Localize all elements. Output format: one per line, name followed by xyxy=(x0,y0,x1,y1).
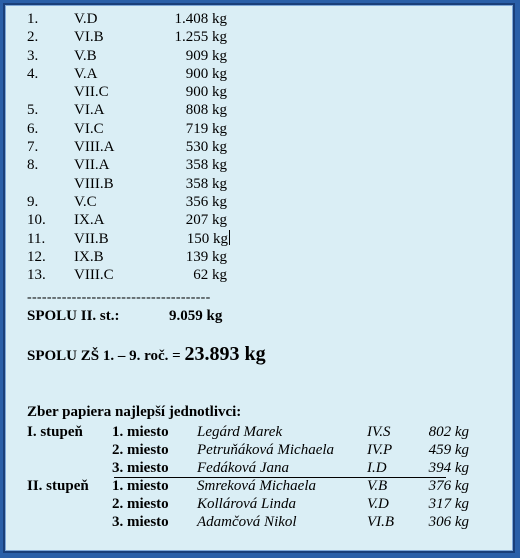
ranking-row xyxy=(27,211,227,229)
ranking-row xyxy=(27,28,227,46)
class-name: VI.C xyxy=(74,120,104,137)
class-name: V.A xyxy=(74,65,98,82)
rank-number: 10. xyxy=(27,212,46,229)
weight-value: 900 kg xyxy=(185,65,227,82)
student-name: Fedáková Jana xyxy=(197,460,290,476)
weight-value: 207 kg xyxy=(185,212,227,229)
weight-value: 358 kg xyxy=(185,175,227,192)
weight-value: 530 kg xyxy=(185,139,227,156)
total-second-stage xyxy=(27,308,227,325)
student-name: Kollárová Linda xyxy=(197,496,297,512)
rank-number: 7. xyxy=(27,139,39,156)
weight-value: 150 kg xyxy=(186,230,228,247)
weight-value: 808 kg xyxy=(185,102,227,119)
weight-value: 358 kg xyxy=(185,157,227,174)
student-weight: 802 kg xyxy=(428,424,469,440)
weight-value: 139 kg xyxy=(185,248,227,265)
weight-value: 719 kg xyxy=(185,120,227,137)
student-name: Smreková Michaela xyxy=(197,478,316,494)
total-school xyxy=(27,343,266,366)
place-label: 1. miesto xyxy=(112,424,169,440)
rank-number: 1. xyxy=(27,11,39,27)
class-name: VIII.C xyxy=(74,267,114,284)
class-name: VI.A xyxy=(74,102,105,119)
ranking-row xyxy=(27,10,227,28)
rank-number: 8. xyxy=(27,157,39,174)
student-weight: 394 kg xyxy=(428,460,469,476)
total-value: 9.059 kg xyxy=(169,308,223,324)
rank-number: 4. xyxy=(27,65,39,82)
class-name: VIII.B xyxy=(74,175,114,192)
best-row xyxy=(27,477,477,495)
best-row xyxy=(27,495,477,513)
student-class: VI.B xyxy=(367,514,395,530)
separator-line: ------------------------------------- xyxy=(27,290,211,305)
weight-value: 909 kg xyxy=(185,47,227,64)
rank-number: 2. xyxy=(27,29,39,46)
class-name: IX.B xyxy=(74,248,104,265)
class-name: VIII.A xyxy=(74,139,115,156)
ranking-row xyxy=(27,156,227,174)
student-class: I.D xyxy=(367,460,387,476)
weight-value: 62 kg xyxy=(193,267,227,284)
student-name: Legárd Marek xyxy=(197,424,283,440)
best-row xyxy=(27,459,477,477)
student-name: Petruňáková Michaela xyxy=(197,442,335,458)
rank-number: 11. xyxy=(27,230,46,247)
rank-number: 3. xyxy=(27,47,39,64)
total-school-value: 23.893 kg xyxy=(184,343,266,365)
place-label: 3. miesto xyxy=(112,514,169,530)
class-name: VI.B xyxy=(74,29,104,46)
stage-label: II. stupeň xyxy=(27,478,89,494)
student-weight: 317 kg xyxy=(428,496,469,512)
weight-value: 1.255 kg xyxy=(174,29,227,46)
class-name: VII.B xyxy=(74,230,109,247)
student-class: V.B xyxy=(367,478,388,494)
class-name: V.B xyxy=(74,47,97,64)
rank-number: 6. xyxy=(27,120,39,137)
class-name: V.C xyxy=(74,193,97,210)
student-weight: 459 kg xyxy=(428,442,469,458)
ranking-row xyxy=(27,120,227,138)
weight-value: 356 kg xyxy=(185,193,227,210)
best-row xyxy=(27,441,477,459)
student-class: V.D xyxy=(367,496,389,512)
ranking-row xyxy=(27,138,227,156)
stage-divider-line xyxy=(114,477,446,478)
place-label: 1. miesto xyxy=(112,478,169,494)
ranking-row xyxy=(27,248,227,266)
student-name: Adamčová Nikol xyxy=(197,514,297,530)
rank-number: 13. xyxy=(27,267,46,284)
place-label: 2. miesto xyxy=(112,496,169,512)
ranking-row xyxy=(27,175,227,193)
place-label: 2. miesto xyxy=(112,442,169,458)
ranking-row xyxy=(27,47,227,65)
rank-number: 12. xyxy=(27,248,46,265)
ranking-row xyxy=(27,83,227,101)
text-cursor xyxy=(229,230,230,245)
total-label: SPOLU II. st.: xyxy=(27,308,120,324)
class-name: VII.A xyxy=(74,157,110,174)
class-name: V.D xyxy=(74,11,98,27)
student-weight: 376 kg xyxy=(428,478,469,494)
rank-number: 9. xyxy=(27,193,39,210)
ranking-row xyxy=(27,65,227,83)
student-class: IV.P xyxy=(367,442,393,458)
weight-value-with-cursor[interactable] xyxy=(187,230,230,248)
class-name: VII.C xyxy=(74,84,109,101)
student-class: IV.S xyxy=(367,424,391,440)
total-school-label: SPOLU ZŠ 1. – 9. roč. = xyxy=(27,348,181,364)
class-ranking-list xyxy=(27,10,227,284)
weight-value: 1.408 kg xyxy=(174,11,227,27)
rank-number: 5. xyxy=(27,102,39,119)
best-individuals-title: Zber papiera najlepší jednotlivci: xyxy=(27,404,242,420)
ranking-row xyxy=(27,193,227,211)
ranking-row xyxy=(27,230,227,248)
place-label: 3. miesto xyxy=(112,460,169,476)
weight-value: 900 kg xyxy=(185,84,227,101)
student-weight: 306 kg xyxy=(428,514,469,530)
best-row xyxy=(27,513,477,531)
ranking-row xyxy=(27,101,227,119)
ranking-row xyxy=(27,266,227,284)
stage-label: I. stupeň xyxy=(27,424,83,440)
best-row xyxy=(27,423,477,441)
class-name: IX.A xyxy=(74,212,105,229)
